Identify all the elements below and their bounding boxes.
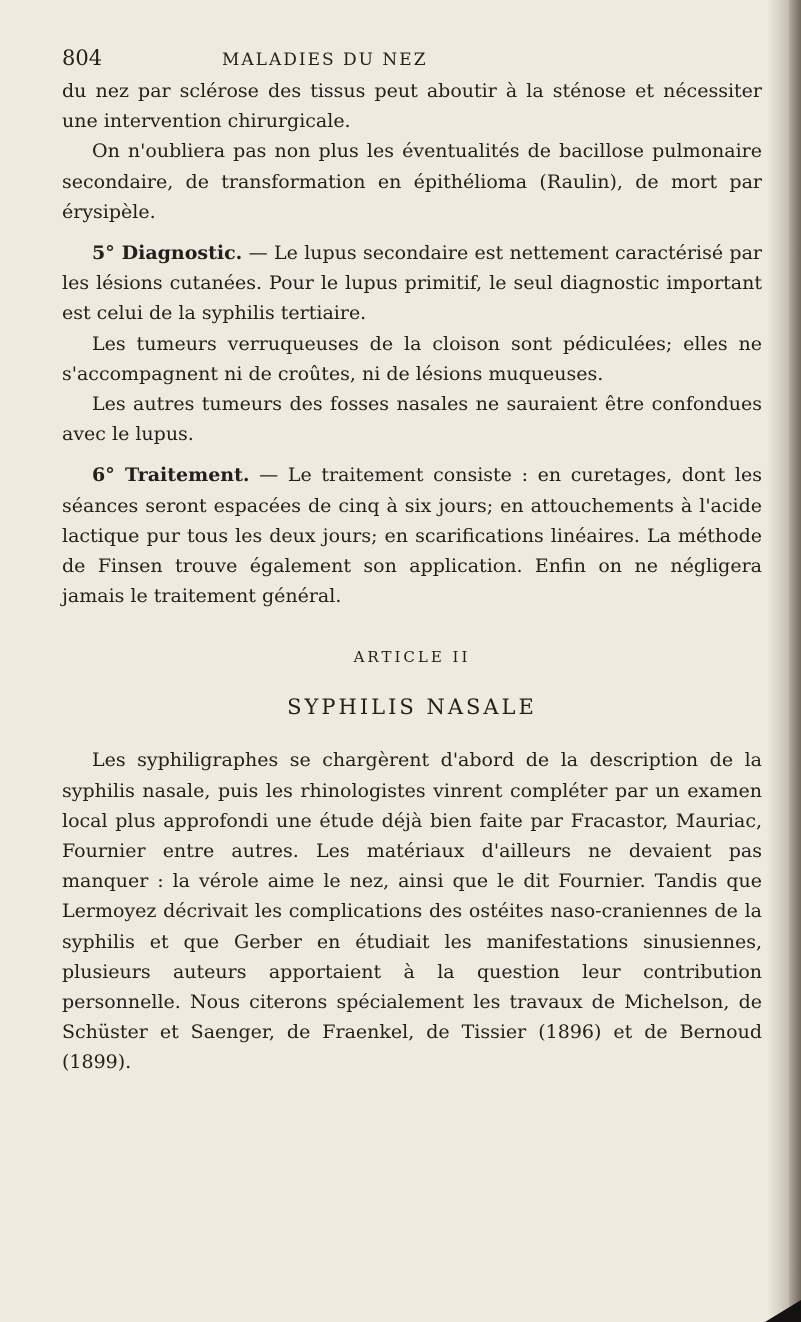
body-text-article bbox=[62, 745, 762, 1077]
body-text bbox=[62, 76, 762, 611]
paragraph-complications: On n'oubliera pas non plus les éventualités de bacillose pulmonaire secondaire, de transformation en épithélioma (Raulin), de mort par érysipèle. bbox=[62, 140, 762, 223]
diagnostic-text: — Le lupus secondaire est nettement caractérisé par les lésions cutanées. Pour le lupus primitif, le seul diagnostic important est celui de la syphilis tertiaire. bbox=[62, 242, 762, 325]
binding-shadow bbox=[789, 0, 801, 1322]
section-heading-diagnostic: 5° Diagnostic. bbox=[92, 242, 243, 265]
paragraph-traitement bbox=[62, 460, 762, 611]
paragraph-continuation: du nez par sclérose des tissus peut aboutir à la sténose et nécessiter une intervention chirurgicale. bbox=[62, 80, 762, 133]
page-header bbox=[62, 46, 762, 76]
page-number: 804 bbox=[62, 46, 103, 70]
article-label: ARTICLE II bbox=[353, 648, 471, 667]
article-title: SYPHILIS NASALE bbox=[287, 695, 537, 720]
paragraph-syphiligraphes: Les syphiligraphes se chargèrent d'abord de la description de la syphilis nasale, puis les rhinologistes vinrent compléter par un examen local plus approfondi une étude déjà bien faite par Fracastor, Mauriac, Fournier entre autres. Les matériaux d'ailleurs ne devaient pas manquer : la vérole aime le nez, ainsi que le dit Fournier. Tandis que Lermoyez décrivait les complications des ostéites naso-craniennes de la syphilis et que Gerber en étudiait les manifestations sinusiennes, plusieurs auteurs apportaient à la question leur contribution personnelle. Nous citerons spécialement les travaux de Michelson, de Schüster et Saenger, de Fraenkel, de Tissier (1896) et de Bernoud (1899). bbox=[62, 749, 762, 1074]
paragraph-autres-tumeurs: Les autres tumeurs des fosses nasales ne sauraient être confondues avec le lupus. bbox=[62, 393, 762, 446]
paragraph-diagnostic bbox=[62, 238, 762, 329]
page-corner bbox=[765, 1300, 801, 1322]
book-page bbox=[62, 46, 762, 1078]
running-title: MALADIES DU NEZ bbox=[222, 50, 428, 70]
section-heading-traitement: 6° Traitement. bbox=[92, 464, 250, 487]
paragraph-tumeurs-verruqueuses: Les tumeurs verruqueuses de la cloison sont pédiculées; elles ne s'accompagnent ni de croûtes, ni de lésions muqueuses. bbox=[62, 332, 762, 385]
traitement-text: — Le traitement consiste : en curetages, dont les séances seront espacées de cinq à six jours; en attouchements à l'acide lactique pur tous les deux jours; en scarifications linéaires. La méthode de Finsen trouve également son application. Enfin on ne négligera jamais le traitement général. bbox=[62, 464, 762, 608]
